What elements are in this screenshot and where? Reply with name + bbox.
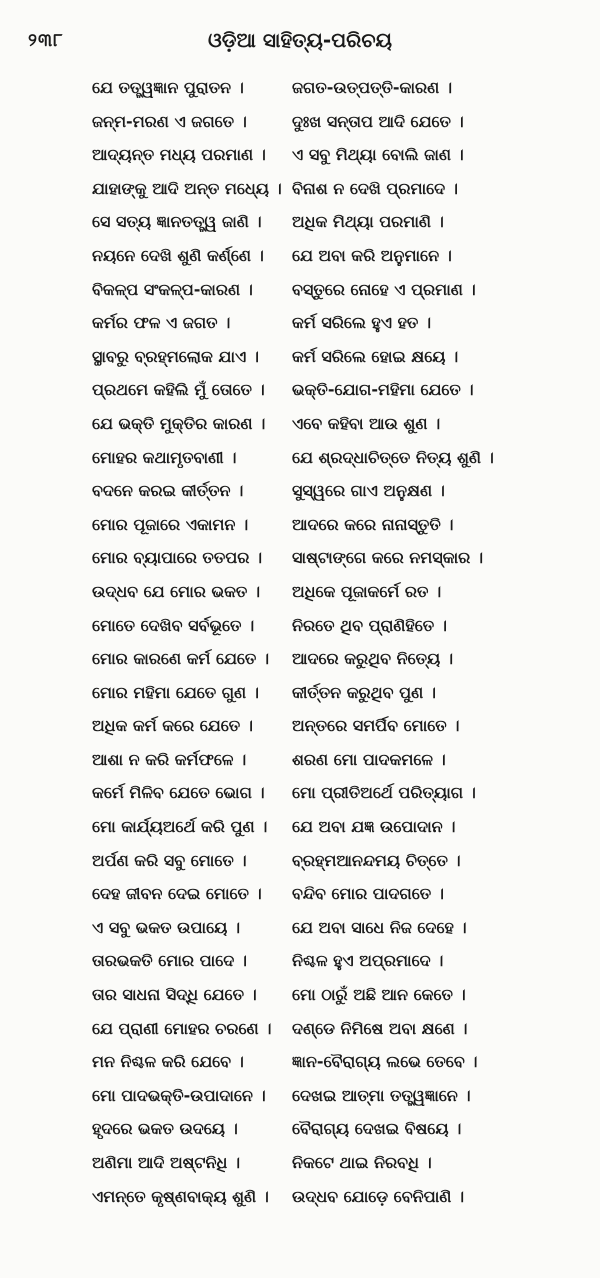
verse-second-half: କର୍ମ ସରିଲେ ହୋଇ କ୍ଷୟେ ।: [292, 346, 459, 366]
verse-second-half: ନିଶ୍ଚଳ ହୁଏ ଅପ୍ରମାଦେ ।: [292, 951, 444, 971]
verse-second-half: ଦେଖଇ ଆତ୍ମା ତତ୍ତ୍ୱଜ୍ଞାନେ ।: [292, 1085, 471, 1105]
verse-line: [92, 246, 592, 280]
verse-second-half: ଭକ୍ତି-ଯୋଗ-ମହିମା ଯେତେ ।: [292, 380, 474, 400]
verse-second-half: ମୋ ଠାରୁଁ ଅଛି ଆନ କେତେ ।: [292, 985, 466, 1005]
verse-second-half: ବନ୍ଦିବ ମୋର ପାଦଗତେ ।: [292, 884, 444, 904]
verse-second-half: ଜଗତ-ଉତ୍ପତ୍ତି-କାରଣ ।: [292, 78, 453, 97]
verse-second-half: ସୁସ୍ୱରେ ଗାଏ ଅନୁକ୍ଷଣ ।: [292, 481, 445, 501]
verse-line: [92, 750, 592, 784]
verse-line: [92, 414, 592, 448]
verse-line: [92, 145, 592, 179]
page-title: ଓଡ଼ିଆ ସାହିତ୍ୟ-ପରିଚୟ: [207, 28, 393, 52]
verse-first-half: ସେ ସତ୍ୟ ଜ୍ଞାନତତ୍ତ୍ୱ ଜାଣି ।: [92, 212, 262, 232]
verse-first-half: ତାରଭକତି ମୋର ପାଦେ ।: [92, 951, 247, 971]
verse-second-half: ବିନାଶ ନ ଦେଖି ପ୍ରମାଦେ ।: [292, 178, 458, 198]
verse-line: [92, 918, 592, 952]
verse-line: [92, 985, 592, 1019]
verse-line: [92, 448, 592, 482]
verse-second-half: ଅଧିକେ ପୂଜାକର୍ମେ ରତ ।: [292, 581, 442, 601]
verse-second-half: ଜ୍ଞାନ-ବୈରାଗ୍ୟ ଲଭେ ତେବେ ।: [292, 1052, 478, 1072]
verse-line: [92, 683, 592, 717]
verse-first-half: ଯାହାଙ୍କୁ ଆଦି ଅନ୍ତ ମଧ୍ୟେ ।: [92, 178, 282, 198]
verse-first-half: ବଦନେ କରଇ କୀର୍ତ୍ତନ ।: [92, 481, 244, 501]
verse-first-half: ମୋର ବ୍ୟାପାରେ ତତପର ।: [92, 548, 263, 568]
verse-first-half: ଜନ୍ମ-ମରଣ ଏ ଜଗତେ ।: [92, 111, 247, 131]
verse-first-half: ଅର୍ପଣ କରି ସବୁ ମୋତେ ।: [92, 850, 247, 870]
verse-second-half: ଅନ୍ତରେ ସମର୍ପିବ ମୋତେ ।: [292, 716, 460, 736]
verse-second-half: ଯେ ଶ୍ରଦ୍ଧାଚିତ୍ତେ ନିତ୍ୟ ଶୁଣି ।: [292, 447, 494, 467]
verse-first-half: କର୍ମେ ମିଳିବ ଯେତେ ଭୋଗ ।: [92, 783, 265, 803]
verse-first-half: ମନ ନିଶ୍ଚଳ କରି ଯେବେ ।: [92, 1052, 244, 1072]
verse-second-half: କର୍ମ ସରିଲେ ହୁଏ ହତ ।: [292, 313, 432, 333]
verse-second-half: ମୋ ପ୍ରୀତିଅର୍ଥେ ପରିତ୍ୟାଗ ।: [292, 783, 476, 803]
verse-line: [92, 1187, 592, 1221]
verse-first-half: ଯେ ତତ୍ତ୍ୱଜ୍ଞାନ ପୁରାତନ ।: [92, 78, 244, 97]
verse-first-half: ମୋର ପୂଜାରେ ଏକାମନ ।: [92, 514, 249, 534]
verse-line: [92, 212, 592, 246]
verse-line: [92, 380, 592, 414]
verse-first-half: ଏମନ୍ତେ କୃଷ୍ଣବାକ୍ୟ ଶୁଣି ।: [92, 1186, 269, 1206]
verse-first-half: ମୋତେ ଦେଖିବ ସର୍ବଭୂତେ ।: [92, 615, 255, 635]
verse-line: [92, 179, 592, 213]
verse-first-half: ତାର ସାଧନା ସିଦ୍ଧି ଯେତେ ।: [92, 985, 257, 1005]
verse-line: [92, 112, 592, 146]
verse-second-half: ନିକଟେ ଥାଇ ନିରବଧି ।: [292, 1153, 432, 1172]
verse-second-half: ଆଦରେ କରେ ନାନାସ୍ତୁତି ।: [292, 514, 454, 534]
verse-second-half: ବ୍ରହ୍ମଆନନ୍ଦମୟ ଚିତ୍ତେ ।: [292, 850, 461, 870]
verse-line: [92, 280, 592, 314]
verse-line: [92, 1019, 592, 1053]
verse-list: [92, 78, 592, 1220]
verse-first-half: ମୋର କାରଣେ କର୍ମ ଯେତେ ।: [92, 649, 270, 669]
verse-first-half: ମୋ ପାଦଭକ୍ତି-ଉପାଦାନେ ।: [92, 1085, 266, 1105]
verse-first-half: ଯେ ପ୍ରାଣୀ ମୋହର ଚରଣେ ।: [92, 1018, 272, 1038]
verse-second-half: ସାଷ୍ଟାଙ୍ଗେ କରେ ନମସ୍କାର ।: [292, 548, 484, 568]
verse-line: [92, 481, 592, 515]
verse-first-half: ପ୍ରଥମେ କହିଲି ମୁଁ ତୋତେ ।: [92, 380, 265, 400]
verse-second-half: ଉଦ୍ଧବ ଯୋଡ଼େ ବେନିପାଣି ।: [292, 1186, 465, 1206]
verse-first-half: କର୍ମର ଫଳ ଏ ଜଗତ ।: [92, 313, 231, 333]
verse-line: [92, 851, 592, 885]
page-number: ୨୩୮: [28, 30, 64, 51]
verse-first-half: ନୟନେ ଦେଖି ଶୁଣି କର୍ଣ୍ଣେ ।: [92, 245, 264, 265]
verse-first-half: ଅଧିକ କର୍ମ କରେ ଯେତେ ।: [92, 716, 253, 736]
verse-second-half: ଯେ ଅବା କରି ଅନୁମାନେ ।: [292, 245, 452, 265]
verse-line: [92, 347, 592, 381]
verse-line: [92, 817, 592, 851]
verse-line: [92, 78, 592, 112]
verse-line: [92, 582, 592, 616]
verse-second-half: ଦଣ୍ଡେ ନିମିଷେ ଅବା କ୍ଷଣେ ।: [292, 1018, 468, 1038]
verse-first-half: ମୋହର କଥାମୃତବାଣୀ ।: [92, 447, 237, 467]
verse-second-half: ଆଦରେ କରୁଥିବ ନିତ୍ୟେ ।: [292, 649, 454, 669]
verse-second-half: କୀର୍ତ୍ତନ କରୁଥିବ ପୁଣ ।: [292, 682, 436, 702]
verse-line: [92, 884, 592, 918]
verse-first-half: ଅଣିମା ଆଦି ଅଷ୍ଟନିଧି ।: [92, 1153, 241, 1172]
verse-line: [92, 548, 592, 582]
verse-second-half: ବୈରାଗ୍ୟ ଦେଖଇ ବିଷୟେ ।: [292, 1119, 462, 1139]
verse-line: [92, 515, 592, 549]
verse-line: [92, 1086, 592, 1120]
verse-line: [92, 313, 592, 347]
verse-second-half: ଯେ ଅବା ସାଧେ ନିଜ ଦେହେ ।: [292, 917, 467, 937]
verse-line: [92, 1153, 592, 1187]
verse-second-half: ଦୁଃଖ ସନ୍ତାପ ଆଦି ଯେତେ ।: [292, 111, 464, 131]
verse-first-half: ହୃଦରେ ଭକତ ଉଦୟେ ।: [92, 1119, 238, 1139]
verse-line: [92, 783, 592, 817]
verse-second-half: ବସ୍ତୁରେ ନୋହେ ଏ ପ୍ରମାଣ ।: [292, 279, 476, 299]
verse-line: [92, 716, 592, 750]
verse-first-half: ଆଶା ନ କରି କର୍ମଫଳେ ।: [92, 749, 247, 769]
verse-first-half: ଯେ ଭକ୍ତି ମୁକ୍ତିର କାରଣ ।: [92, 413, 266, 433]
verse-line: [92, 1052, 592, 1086]
verse-second-half: ଏବେ କହିବା ଆଉ ଶୁଣ ।: [292, 413, 441, 433]
verse-first-half: ମୋ କାର୍ଯ୍ୟଅର୍ଥେ କରି ପୁଣ ।: [92, 817, 268, 837]
verse-second-half: ଯେ ଅବା ଯଜ୍ଞ ଉପୋଦାନ ।: [292, 817, 456, 837]
verse-line: [92, 951, 592, 985]
verse-first-half: ସ୍ଥାବରୁ ବ୍ରହ୍ମଲୋକ ଯାଏ ।: [92, 346, 259, 366]
verse-second-half: ଅଧିକ ମିଥ୍ୟା ପରମାଣି ।: [292, 212, 444, 232]
verse-first-half: ଆଦ୍ୟନ୍ତ ମଧ୍ୟ ପରମାଣ ।: [92, 145, 266, 165]
verse-line: [92, 616, 592, 650]
verse-first-half: ଉଦ୍ଧବ ଯେ ମୋର ଭକତ ।: [92, 581, 261, 601]
verse-first-half: ଦେହ ଜୀବନ ଦେଇ ମୋତେ ।: [92, 884, 262, 904]
verse-first-half: ଏ ସବୁ ଭକତ ଉପାୟେ ।: [92, 917, 241, 937]
verse-second-half: ଏ ସବୁ ମିଥ୍ୟା ବୋଲି ଜାଣ ।: [292, 145, 464, 165]
verse-line: [92, 1119, 592, 1153]
verse-first-half: ବିକଳ୍ପ ସଂକଳ୍ପ-କାରଣ ।: [92, 279, 253, 299]
verse-second-half: ନିରତେ ଥିବ ପ୍ରାଣିହିତେ ।: [292, 615, 447, 635]
verse-second-half: ଶରଣ ମୋ ପାଦକମଳେ ।: [292, 749, 446, 769]
verse-first-half: ମୋର ମହିମା ଯେତେ ଗୁଣ ।: [92, 682, 259, 702]
verse-line: [92, 649, 592, 683]
